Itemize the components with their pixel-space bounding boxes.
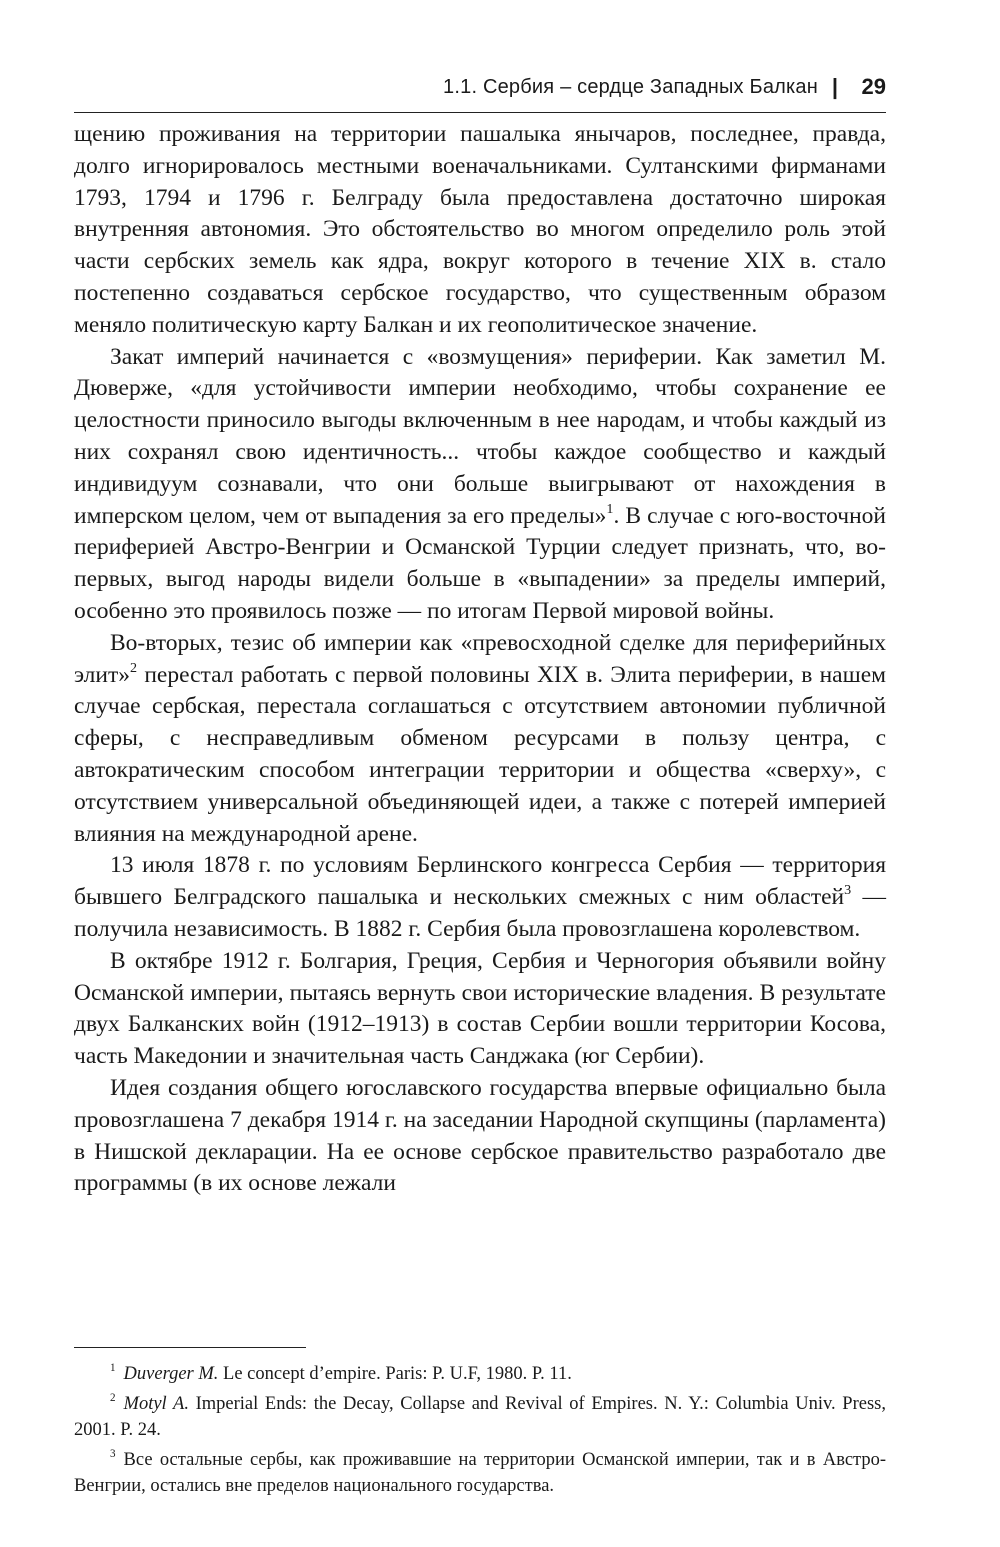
footnote-number: 2 [110, 1392, 116, 1405]
footnote-ref-3: 3 [844, 882, 852, 899]
footnote-1 [74, 1361, 886, 1387]
footnote-2 [74, 1391, 886, 1443]
footnote-number: 3 [110, 1448, 116, 1461]
paragraph-2-text-a: Закат империй начинается с «возмущения» периферии. Как заметил М. Дюверже, «для устойчивости империи необходимо, чтобы сохранение ее целостности приносило выгоды включенным в нее народам, и чтобы каждый из них сохранял свою идентичность... чтобы каждое сообщество и каждый индивидуум сознавали, что они больше выигрывают от нахождения в имперском целом, чем от выпадения за его пределы» [74, 343, 886, 529]
footnote-author: Motyl A. [123, 1394, 189, 1414]
paragraph-2 [74, 342, 886, 628]
footnote-number: 1 [110, 1362, 116, 1375]
paragraph-6: Идея создания общего югославского государства впервые официально была провозглашена 7 декабря 1914 г. на заседании Народной скупщины (парламента) в Нишской декларации. На ее основе сербское правительство разработало две программы (в их основе лежали [74, 1074, 886, 1197]
page-number: 29 [861, 74, 886, 99]
paragraph-3-text-b: перестал работать с первой половины XIX в. Элита периферии, в нашем случае сербская, перестала соглашаться с отсутствием автономии публичной сферы, с несправедливым обменом ресурсами в пользу центра, с автократическим способом интеграции территории и общества «сверху», с отсутствием универсальной объединяющей идеи, а также с потерей империей влияния на международной арене. [74, 661, 886, 847]
header-separator: | [831, 74, 838, 99]
running-header [74, 62, 886, 113]
footnote-ref-1: 1 [606, 500, 614, 517]
paragraph-1: щению проживания на территории пашалыка янычаров, последнее, правда, долго игнорировалось местными военачальниками. Султанскими фирманами 1793, 1794 и 1796 г. Белграду была предоставлена достаточно широкая внутренняя автономия. Это обстоятельство во многом определило роль этой части сербских земель как ядра, вокруг которого в течение XIX в. стало постепенно создаваться сербское государство, что существенным образом меняло политическую карту Балкан и их геополитическое значение. [74, 121, 886, 338]
paragraph-5: В октябре 1912 г. Болгария, Греция, Сербия и Черногория объявили войну Османской империи, пытаясь вернуть свои исторические владения. В результате двух Балканских войн (1912–1913) в состав Сербии вошли территории Косова, часть Македонии и значительная часть Санджака (юг Сербии). [74, 947, 886, 1070]
footnotes [74, 1361, 886, 1503]
footnote-text: Все остальные сербы, как проживавшие на территории Османской империи, так и в Австро-Венгрии, остались вне пределов национального государства. [74, 1450, 886, 1496]
paragraph-3 [74, 628, 886, 851]
footnote-divider [74, 1347, 306, 1348]
footnote-author: Duverger M. [123, 1364, 219, 1384]
paragraph-4-text-b: — получила независимость. В 1882 г. Сербия была провозглашена королевством. [74, 884, 886, 942]
body-text [74, 119, 886, 1200]
chapter-title: 1.1. Сербия – сердце Западных Балкан [443, 76, 818, 98]
footnote-text: Imperial Ends: the Decay, Collapse and Revival of Empires. N. Y.: Columbia Univ. Press, 2001. P. 24. [74, 1394, 886, 1440]
footnote-text: Le concept d’empire. Paris: P. U.F, 1980. P. 11. [218, 1364, 572, 1384]
paragraph-2-text-b: . В случае с юго-восточной периферией Австро-Венгрии и Османской Турции следует признать, что, во-первых, выгод народы видели больше в «выпадении» за пределы империй, особенно это проявилось позже — по итогам Первой мировой войны. [74, 502, 886, 624]
footnote-ref-2: 2 [130, 659, 138, 676]
paragraph-3-text-a: Во-вторых, тезис об империи как «превосходной сделке для периферийных элит» [74, 629, 886, 688]
footnote-3 [74, 1447, 886, 1499]
paragraph-4 [74, 850, 886, 945]
paragraph-4-text-a: 13 июля 1878 г. по условиям Берлинского конгресса Сербия — территория бывшего Белградского пашалыка и нескольких смежных с ним областей [74, 852, 886, 911]
